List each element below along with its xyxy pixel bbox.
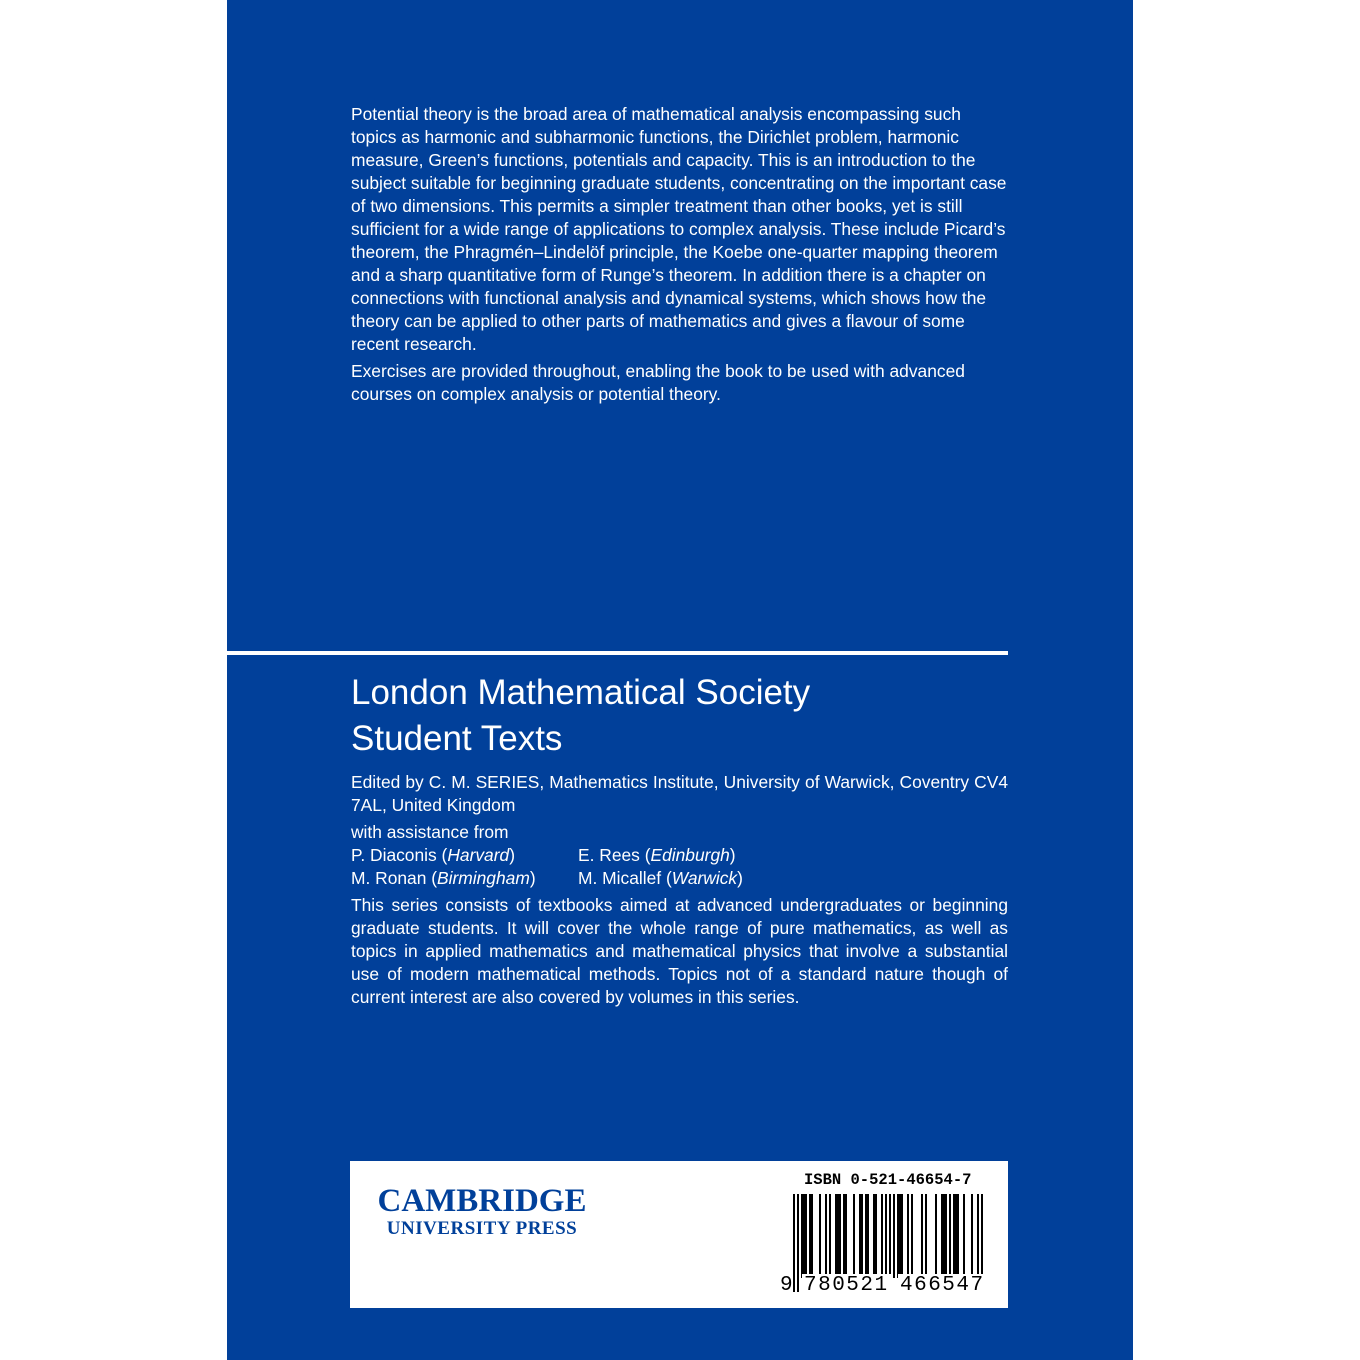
series-title: [351, 670, 1011, 762]
barcode-bar: [811, 1194, 813, 1278]
barcode-bar: [829, 1194, 831, 1278]
publisher-logo: [364, 1183, 600, 1239]
publisher-isbn-box: [350, 1161, 1008, 1308]
barcode-bar: [837, 1194, 839, 1278]
barcode-bar: [793, 1194, 795, 1292]
editor-name: E. Rees: [578, 845, 640, 865]
barcode-bar: [843, 1194, 845, 1278]
divider-rule: [227, 651, 1008, 655]
edited-by: Edited by C. M. SERIES, Mathematics Institute, University of Warwick, Coventry CV4 7AL, United Kingdom: [351, 772, 1008, 815]
barcode-bar: [925, 1194, 927, 1278]
blurb-paragraph-1: Potential theory is the broad area of mathematical analysis encompassing such topics as harmonic and subharmonic functions, the Dirichlet problem, harmonic measure, Green’s functions, potentials and capacity. This is an introduction to the subject suitable for beginning graduate students, concentrating on the important case of two dimensions. This permits a simpler treatment than other books, yet is still sufficient for a wide range of applications to complex analysis. These include Picard’s theorem, the Phragmén–Lindelöf principle, the Koebe one-quarter mapping theorem and a sharp quantitative form of Runge’s theorem. In addition there is a chapter on connections with functional analysis and dynamical systems, which shows how the theory can be applied to other parts of mathematics and gives a flavour of some recent research.: [351, 104, 1007, 354]
editor-affiliation: Birmingham: [437, 868, 530, 888]
barcode-bar: [819, 1194, 821, 1278]
barcode-bar: [949, 1194, 951, 1278]
barcode-bar: [943, 1194, 945, 1278]
barcode-bar: [953, 1194, 955, 1278]
book-blurb: [351, 103, 1011, 406]
barcode-bar: [945, 1194, 947, 1278]
editor-entry: M. Ronan (Birmingham): [351, 868, 536, 888]
barcode-bar: [853, 1194, 855, 1278]
editor-affiliation: Warwick: [671, 868, 738, 888]
barcode-bar: [873, 1194, 875, 1278]
editor-row: [351, 867, 743, 890]
barcode-bar: [839, 1194, 841, 1278]
editor-name: P. Diaconis: [351, 845, 437, 865]
editor-name: M. Micallef: [578, 868, 662, 888]
editor-affiliation: Edinburgh: [650, 845, 730, 865]
barcode-bar: [921, 1194, 923, 1278]
publisher-name: CAMBRIDGE: [377, 1183, 587, 1219]
barcode-bar: [867, 1194, 869, 1278]
barcode-bar: [941, 1194, 943, 1278]
isbn-label: ISBN 0-521-46654-7: [804, 1171, 972, 1189]
editor-entry: E. Rees (Edinburgh): [578, 845, 736, 865]
barcode-bar: [901, 1194, 903, 1278]
barcode-bar: [875, 1194, 877, 1278]
barcode-bar: [805, 1194, 807, 1278]
barcode-bar: [845, 1194, 847, 1278]
barcode-digit-first: 9: [780, 1274, 793, 1297]
series-description: This series consists of textbooks aimed at advanced undergraduates or beginning graduate students. It will cover the whole range of pure mathematics, as well as topics in applied mathematics and mathematical physics that involve a substantial use of modern mathematical methods. Topics not of a standard nature though of current interest are also covered by volumes in this series.: [351, 895, 1008, 1007]
series-editors: [351, 771, 1008, 1009]
assistance-label: with assistance from: [351, 822, 509, 842]
barcode-bar: [963, 1194, 965, 1278]
editor-table: [351, 844, 743, 890]
barcode-bar: [911, 1194, 913, 1278]
barcode-bar: [881, 1194, 883, 1278]
series-title-line-2: Student Texts: [351, 719, 563, 758]
editor-entry: M. Micallef (Warwick): [578, 868, 743, 888]
editor-name: M. Ronan: [351, 868, 427, 888]
barcode-bar: [825, 1194, 827, 1278]
barcode-bar: [907, 1194, 909, 1278]
barcode-bar: [935, 1194, 937, 1278]
barcode-bar: [897, 1194, 899, 1278]
series-title-line-1: London Mathematical Society: [351, 673, 811, 712]
barcode-bar: [899, 1194, 901, 1278]
barcode-bar: [893, 1194, 895, 1278]
barcode-bar: [809, 1194, 811, 1278]
publisher-subname: UNIVERSITY PRESS: [386, 1218, 578, 1239]
barcode-digits-left: 780521: [804, 1274, 889, 1297]
editor-affiliation: Harvard: [447, 845, 510, 865]
barcode-bar: [971, 1194, 973, 1278]
barcode-bar: [861, 1194, 863, 1278]
blurb-paragraph-2: Exercises are provided throughout, enabling the book to be used with advanced courses on complex analysis or potential theory.: [351, 361, 965, 404]
barcode-bar: [835, 1194, 837, 1278]
barcode-bar: [803, 1194, 805, 1278]
barcode-bar: [859, 1194, 861, 1278]
editor-row: [351, 844, 743, 867]
barcode-digits-right: 466547: [900, 1274, 985, 1297]
barcode-bar: [955, 1194, 957, 1278]
barcode-bar: [801, 1194, 803, 1278]
barcode-bar: [797, 1194, 799, 1292]
editor-entry: P. Diaconis (Harvard): [351, 845, 515, 865]
barcode-bar: [957, 1194, 959, 1278]
back-cover: [227, 0, 1133, 1360]
barcode-bar: [865, 1194, 867, 1278]
